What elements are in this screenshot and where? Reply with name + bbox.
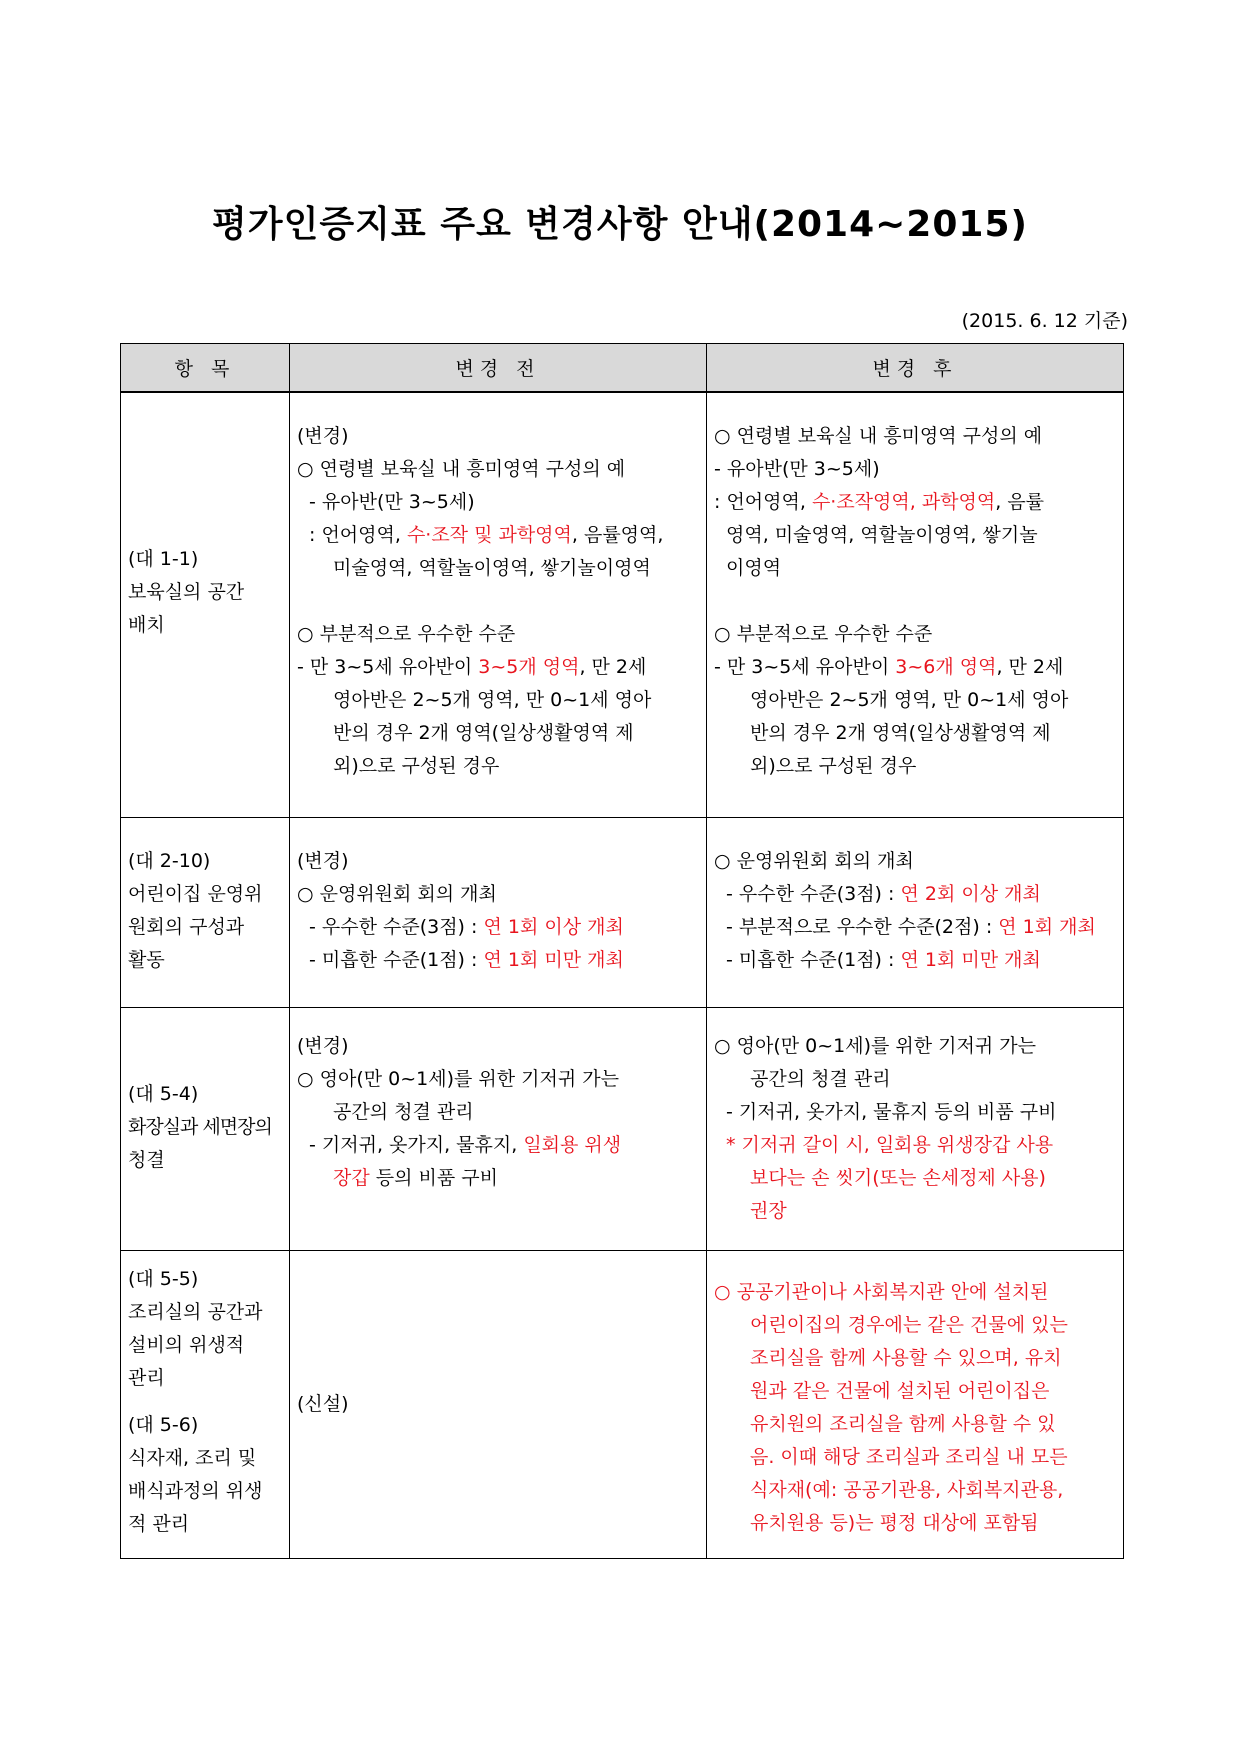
sub-line: - 기저귀, 옷가지, 물휴지 등의 비품 구비 — [726, 1100, 1057, 1123]
item-cell — [121, 1250, 290, 1558]
bullet-line: ○ 영아(만 0~1세)를 위한 기저귀 가는 — [714, 1034, 1036, 1057]
sub-line: - 유아반(만 3~5세) — [714, 458, 880, 480]
table-header-row — [121, 344, 1124, 393]
item-cell — [121, 392, 290, 817]
item-name: 조리실의 공간과 — [128, 1300, 263, 1323]
highlight-text: 3~6개 영역 — [895, 656, 997, 678]
item-name: 배치 — [128, 614, 165, 636]
item-name: 식자재, 조리 및 — [128, 1446, 257, 1469]
sub-line: - 미흡한 수준(1점) : 연 1회 미만 개최 — [726, 948, 1041, 971]
highlight-text: 연 1회 개최 — [998, 915, 1096, 938]
before-cell — [290, 817, 707, 1007]
note-line: 조리실을 함께 사용할 수 있으며, 유치 — [750, 1346, 1062, 1369]
sub-line: 공간의 청결 관리 — [333, 1100, 474, 1123]
table-row — [121, 1007, 1124, 1250]
change-tag: (변경) — [297, 425, 349, 447]
sub-line: - 우수한 수준(3점) : 연 1회 이상 개최 — [309, 915, 624, 938]
highlight-text: 연 1회 미만 개최 — [483, 948, 624, 971]
note-line: 음. 이때 해당 조리실과 조리실 내 모든 — [750, 1445, 1068, 1468]
table-row — [121, 817, 1124, 1007]
item-cell — [121, 1007, 290, 1250]
note-line: 유치원의 조리실을 함께 사용할 수 있 — [750, 1412, 1056, 1435]
item-code: (대 1-1) — [128, 548, 199, 570]
item-name: 원회의 구성과 — [128, 915, 245, 938]
sub-line: 반의 경우 2개 영역(일상생활영역 제 — [333, 722, 634, 744]
table-row — [121, 392, 1124, 817]
before-cell — [290, 1007, 707, 1250]
page-title: 평가인증지표 주요 변경사항 안내(2014~2015) — [212, 204, 1028, 245]
header-before: 변경 전 — [290, 344, 707, 393]
highlight-text: 수·조작영역, 과학영역 — [811, 491, 996, 513]
highlight-text: 수·조작 및 과학영역 — [406, 524, 572, 546]
bullet-line: ○ 영아(만 0~1세)를 위한 기저귀 가는 — [297, 1067, 619, 1090]
note-line: 원과 같은 건물에 설치된 어린이집은 — [750, 1379, 1050, 1402]
sub-line: - 유아반(만 3~5세) — [309, 491, 475, 513]
highlight-text: 일회용 위생 — [523, 1133, 622, 1156]
highlight-text: 연 1회 이상 개최 — [483, 915, 624, 938]
highlight-text: 연 1회 미만 개최 — [900, 948, 1041, 971]
item-name: 배식과정의 위생 — [128, 1479, 263, 1502]
sub-line: - 부분적으로 우수한 수준(2점) : 연 1회 개최 — [726, 915, 1096, 938]
note-line: 식자재(예: 공공기관용, 사회복지관용, — [750, 1478, 1064, 1501]
bullet-line: ○ 연령별 보육실 내 흥미영역 구성의 예 — [297, 458, 626, 480]
note-line: 권장 — [750, 1199, 787, 1222]
item-name: 보육실의 공간 — [128, 581, 245, 603]
item-name: 설비의 위생적 — [128, 1333, 245, 1356]
before-cell — [290, 392, 707, 817]
sub-line: 미술영역, 역할놀이영역, 쌓기놀이영역 — [333, 557, 651, 579]
sub-line: - 미흡한 수준(1점) : 연 1회 미만 개최 — [309, 948, 624, 971]
note-line: 어린이집의 경우에는 같은 건물에 있는 — [750, 1313, 1068, 1336]
sub-line: 영아반은 2~5개 영역, 만 0~1세 영아 — [750, 689, 1069, 711]
sub-line: 영역, 미술영역, 역할놀이영역, 쌓기놀 — [726, 524, 1038, 546]
sub-line: 외)으로 구성된 경우 — [750, 755, 917, 777]
change-tag: (변경) — [297, 1034, 349, 1057]
sub-line: : 언어영역, 수·조작영역, 과학영역, 음률 — [714, 491, 1045, 513]
sub-line: 영아반은 2~5개 영역, 만 0~1세 영아 — [333, 689, 652, 711]
basis-date: (2015. 6. 12 기준) — [961, 310, 1128, 332]
item-name: 화장실과 세면장의 — [128, 1115, 272, 1138]
bullet-line: ○ 연령별 보육실 내 흥미영역 구성의 예 — [714, 425, 1043, 447]
item-code: (대 5-6) — [128, 1413, 199, 1436]
sub-line: - 우수한 수준(3점) : 연 2회 이상 개최 — [726, 882, 1041, 905]
highlight-text: 연 2회 이상 개최 — [900, 882, 1041, 905]
item-name: 적 관리 — [128, 1512, 190, 1535]
item-name: 청결 — [128, 1148, 165, 1171]
changes-table — [120, 343, 1124, 1559]
after-cell — [707, 1007, 1124, 1250]
sub-line: : 언어영역, 수·조작 및 과학영역, 음률영역, — [309, 524, 664, 546]
header-item: 항 목 — [121, 344, 290, 393]
note-line: * 기저귀 갈이 시, 일회용 위생장갑 사용 — [726, 1133, 1054, 1156]
change-tag: (변경) — [297, 849, 349, 872]
sub-line: - 기저귀, 옷가지, 물휴지, 일회용 위생 — [309, 1133, 622, 1156]
table-row — [121, 1250, 1124, 1558]
item-name: 관리 — [128, 1366, 165, 1389]
bullet-line: ○ 운영위원회 회의 개최 — [714, 849, 914, 872]
note-line: 유치원용 등)는 평정 대상에 포함됨 — [750, 1511, 1039, 1534]
item-code: (대 2-10) — [128, 849, 211, 872]
item-cell — [121, 817, 290, 1007]
bullet-line: ○ 부분적으로 우수한 수준 — [297, 623, 516, 645]
item-code: (대 5-5) — [128, 1267, 199, 1290]
sub-line: 외)으로 구성된 경우 — [333, 755, 500, 777]
after-cell — [707, 817, 1124, 1007]
after-cell — [707, 1250, 1124, 1558]
note-line: ○ 공공기관이나 사회복지관 안에 설치된 — [714, 1280, 1049, 1303]
bullet-line: ○ 부분적으로 우수한 수준 — [714, 623, 933, 645]
item-name: 어린이집 운영위 — [128, 882, 263, 905]
highlight-text: 3~5개 영역 — [478, 656, 580, 678]
bullet-line: ○ 운영위원회 회의 개최 — [297, 882, 497, 905]
highlight-text: 장갑 — [333, 1166, 370, 1189]
note-line: 보다는 손 씻기(또는 손세정제 사용) — [750, 1166, 1046, 1189]
change-tag: (신설) — [297, 1392, 349, 1415]
sub-line: - 만 3~5세 유아반이 3~6개 영역, 만 2세 — [714, 656, 1064, 678]
sub-line: - 만 3~5세 유아반이 3~5개 영역, 만 2세 — [297, 656, 647, 678]
sub-line: 공간의 청결 관리 — [750, 1067, 891, 1090]
after-cell — [707, 392, 1124, 817]
header-after: 변경 후 — [707, 344, 1124, 393]
before-cell — [290, 1250, 707, 1558]
sub-line: 반의 경우 2개 영역(일상생활영역 제 — [750, 722, 1051, 744]
item-code: (대 5-4) — [128, 1082, 199, 1105]
sub-line: 장갑 등의 비품 구비 — [333, 1166, 498, 1189]
item-name: 활동 — [128, 948, 165, 971]
sub-line: 이영역 — [726, 557, 782, 579]
